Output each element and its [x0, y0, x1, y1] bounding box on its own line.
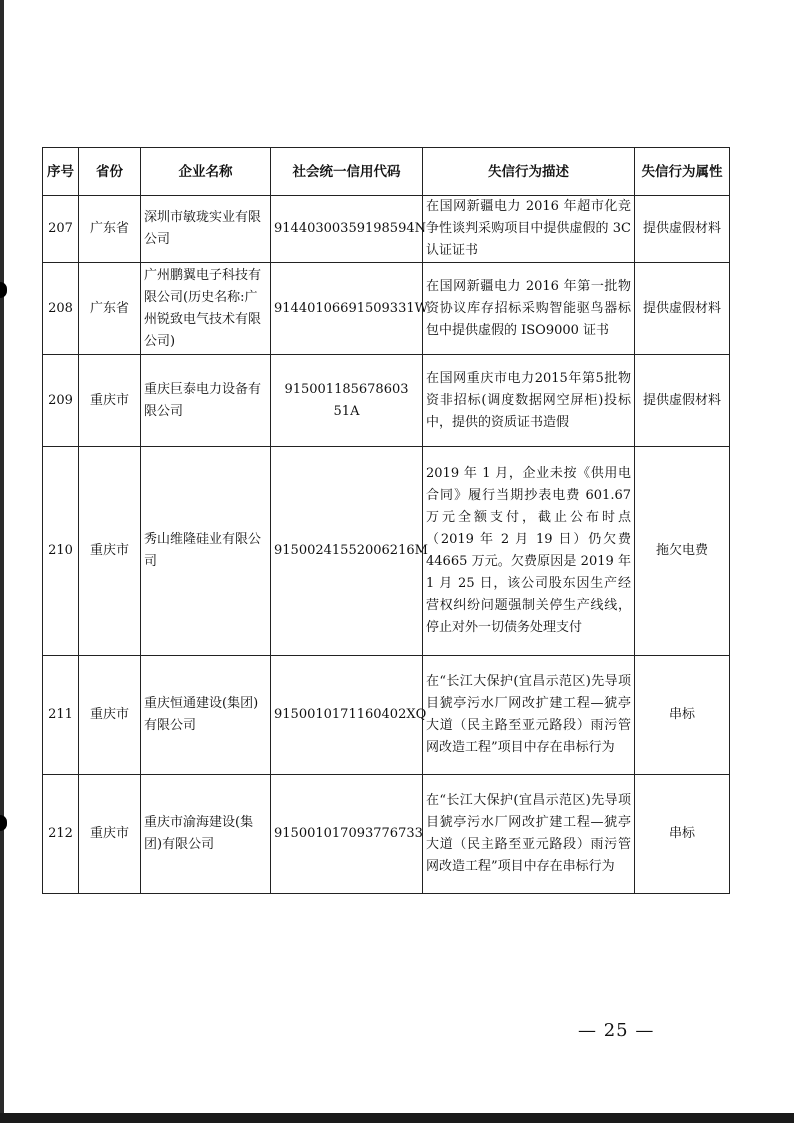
cell-credit-code: 9150010171160402XQ [271, 656, 423, 775]
cell-company: 深圳市敏珑实业有限公司 [141, 196, 271, 263]
cell-company: 重庆市渝海建设(集团)有限公司 [141, 775, 271, 894]
cell-province: 重庆市 [79, 775, 141, 894]
table-row [43, 263, 730, 355]
cell-credit-code: 91440300359198594N [271, 196, 423, 263]
scan-left-edge [0, 0, 4, 1123]
cell-credit-code: 91500241552006216M [271, 447, 423, 656]
table-row [43, 447, 730, 656]
cell-seq: 211 [43, 656, 79, 775]
cell-seq: 208 [43, 263, 79, 355]
cell-attribute: 提供虚假材料 [635, 196, 730, 263]
header-credit-code: 社会统一信用代码 [271, 148, 423, 196]
cell-province: 广东省 [79, 196, 141, 263]
cell-description: 在国网新疆电力 2016 年第一批物资协议库存招标采购智能驱鸟器标包中提供虚假的 ISO9000 证书 [423, 263, 635, 355]
cell-attribute: 提供虚假材料 [635, 355, 730, 447]
cell-seq: 212 [43, 775, 79, 894]
cell-province: 重庆市 [79, 355, 141, 447]
cell-credit-code: 915001185678603​51A [271, 355, 423, 447]
header-attribute: 失信行为属性 [635, 148, 730, 196]
cell-credit-code: 91440106691509331W [271, 263, 423, 355]
cell-seq: 207 [43, 196, 79, 263]
cell-company: 重庆恒通建设(集团)有限公司 [141, 656, 271, 775]
cell-attribute: 串标 [635, 775, 730, 894]
header-province: 省份 [79, 148, 141, 196]
cell-company: 秀山维隆硅业有限公司 [141, 447, 271, 656]
cell-attribute: 提供虚假材料 [635, 263, 730, 355]
table-row [43, 775, 730, 894]
cell-company: 广州鹏翼电子科技有限公司(历史名称:广州锐致电气技术有限公司) [141, 263, 271, 355]
table-row [43, 196, 730, 263]
cell-seq: 209 [43, 355, 79, 447]
table-row [43, 355, 730, 447]
cell-description: 在国网新疆电力 2016 年超市化竞争性谈判采购项目中提供虚假的 3C 认证证书 [423, 196, 635, 263]
cell-attribute: 拖欠电费 [635, 447, 730, 656]
cell-attribute: 串标 [635, 656, 730, 775]
cell-company: 重庆巨泰电力设备有限公司 [141, 355, 271, 447]
cell-province: 重庆市 [79, 656, 141, 775]
punch-hole-mark [0, 815, 7, 831]
cell-description: 在“长江大保护(宜昌示范区)先导项目猇亭污水厂网改扩建工程—猇亭大道（民主路至亚元路段）雨污管网改造工程”项目中存在串标行为 [423, 775, 635, 894]
punch-hole-mark [0, 282, 7, 298]
scan-bottom-edge [0, 1113, 794, 1123]
cell-credit-code: 915001017093776733 [271, 775, 423, 894]
cell-description: 在国网重庆市电力2015年第5批物资非招标(调度数据网空屏柜)投标中，提供的资质证书造假 [423, 355, 635, 447]
header-description: 失信行为描述 [423, 148, 635, 196]
page-number: — 25 — [578, 1020, 655, 1041]
cell-description: 2019 年 1 月，企业未按《供用电合同》履行当期抄表电费 601.67 万元全额支付，截止公布时点（2019 年 2 月 19 日）仍欠费 44665 万元。欠费原因是 2019 年 1 月 25 日，该公司股东因生产经营权纠纷问题强制关停生产线线，停止对外一切债务处理支付 [423, 447, 635, 656]
dishonest-enterprise-table [42, 147, 730, 894]
header-seq: 序号 [43, 148, 79, 196]
cell-province: 广东省 [79, 263, 141, 355]
cell-description: 在“长江大保护(宜昌示范区)先导项目猇亭污水厂网改扩建工程—猇亭大道（民主路至亚元路段）雨污管网改造工程”项目中存在串标行为 [423, 656, 635, 775]
cell-seq: 210 [43, 447, 79, 656]
table-row [43, 656, 730, 775]
cell-province: 重庆市 [79, 447, 141, 656]
table-header-row [43, 148, 730, 196]
header-company: 企业名称 [141, 148, 271, 196]
